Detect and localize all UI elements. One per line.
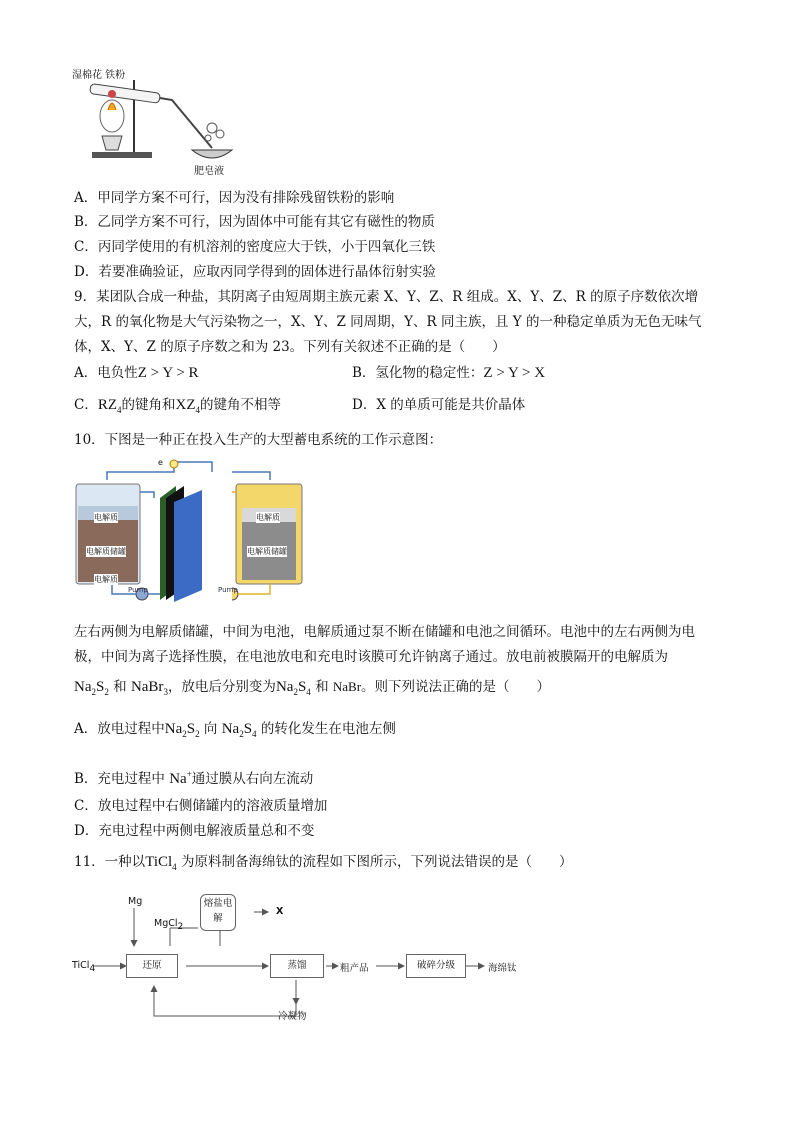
q9-option-b: B．氢化物的稳定性：Z > Y > X (352, 365, 546, 381)
q8-option-d: D．若要准确验证，应取丙同学得到的固体进行晶体衍射实验 (74, 264, 436, 280)
left-pump-label: Pump (128, 586, 148, 594)
electron-label: e (158, 458, 163, 467)
q9-option-d: D．X 的单质可能是共价晶体 (352, 397, 526, 413)
q10-option-a: A．放电过程中$Na_2S_2$ 向 $Na_2S_4$ 的转化发生在电池左侧 (74, 721, 396, 739)
q10-para-line2: 极，中间为离子选择性膜，在电池放电和充电时该膜可允许钠离子通过。放电前被膜隔开的电解质为 (74, 649, 668, 665)
right-tank (218, 458, 312, 608)
flow-electrolysis-box: 熔盐电解 (200, 894, 236, 931)
q10-option-d: D．充电过程中两侧电解液质量总和不变 (74, 823, 315, 839)
flow-mg-label: Mg (128, 896, 143, 907)
q9-stem-line3: 体，X、Y、Z 的原子序数之和为 23。下列有关叙述不正确的是（ ） (74, 339, 506, 355)
right-tank-mid-label: 电解质储罐 (247, 547, 287, 556)
apparatus-label-top: 湿棉花 铁粉 (72, 70, 126, 81)
flow-distill-box: 蒸馏 (270, 954, 324, 978)
apparatus-figure (72, 66, 242, 176)
q10-option-c: C．放电过程中右侧储罐内的溶液质量增加 (74, 798, 328, 814)
apparatus-label-bottom: 肥皂液 (194, 166, 224, 177)
flow-ticl4-label: TiCl$_4$ (72, 960, 96, 974)
q10-option-b: B．充电过程中 Na+通过膜从右向左流动 (74, 769, 314, 787)
q10-para-line1: 左右两侧为电解质储罐，中间为电池，电解质通过泵不断在储罐和电池之间循环。电池中的左右两侧为电 (74, 624, 695, 640)
flow-crush-box: 破碎分级 (406, 954, 466, 978)
q9-option-a: A．电负性Z > Y > R (74, 365, 199, 381)
q10-stem: 10．下图是一种正在投入生产的大型蓄电系统的工作示意图： (74, 432, 443, 448)
right-tank-drawing (232, 458, 312, 608)
flow-mgcl2-label: MgCl$_2$ (154, 918, 184, 932)
flow-x-label: X (276, 906, 284, 917)
left-tank-top-label: 电解质 (94, 513, 118, 522)
flow-sponge-label: 海绵钛 (488, 963, 517, 974)
flowchart (70, 888, 550, 1028)
q9-stem-line1: 9．某团队合成一种盐，其阴离子由短周期主族元素 X、Y、Z、R 组成。X、Y、Z、R 的原子序数依次增 (74, 289, 699, 305)
q8-option-b: B．乙同学方案不可行，因为固体中可能有其它有磁性的物质 (74, 214, 435, 230)
q10-para-line3: $Na_2S_2$ 和 NaBr$_3$，放电后分别变为$Na_2S_4$ 和 NaBr。则下列说法正确的是（ ） (74, 679, 551, 697)
q8-option-a: A．甲同学方案不可行，因为没有排除残留铁粉的影响 (74, 190, 395, 206)
right-pump-label: Pump (218, 586, 238, 594)
left-tank-bottom-label: 电解质 (94, 575, 118, 584)
q11-stem: 11．一种以TiCl$_4$ 为原料制备海绵钛的流程如下图所示，下列说法错误的是（ ） (74, 854, 573, 872)
q8-option-c: C．丙同学使用的有机溶剂的密度应大于铁，小于四氧化三铁 (74, 239, 436, 255)
q9-option-c: C．$RZ_4$的键角和$XZ_4$的键角不相等 (74, 397, 282, 415)
q9-stem-line2: 大，R 的氧化物是大气污染物之一，X、Y、Z 同周期，Y、R 同主族，且 Y 的一种稳定单质为无色无味气 (74, 314, 702, 330)
left-tank-mid-label: 电解质储罐 (86, 547, 126, 556)
flow-condensate-label: 冷凝物 (278, 1011, 307, 1022)
flow-crude-label: 粗产品 (340, 963, 369, 974)
right-tank-top-label: 电解质 (256, 513, 280, 522)
flow-reduce-box: 还原 (126, 954, 178, 978)
apparatus-drawing (72, 76, 242, 176)
